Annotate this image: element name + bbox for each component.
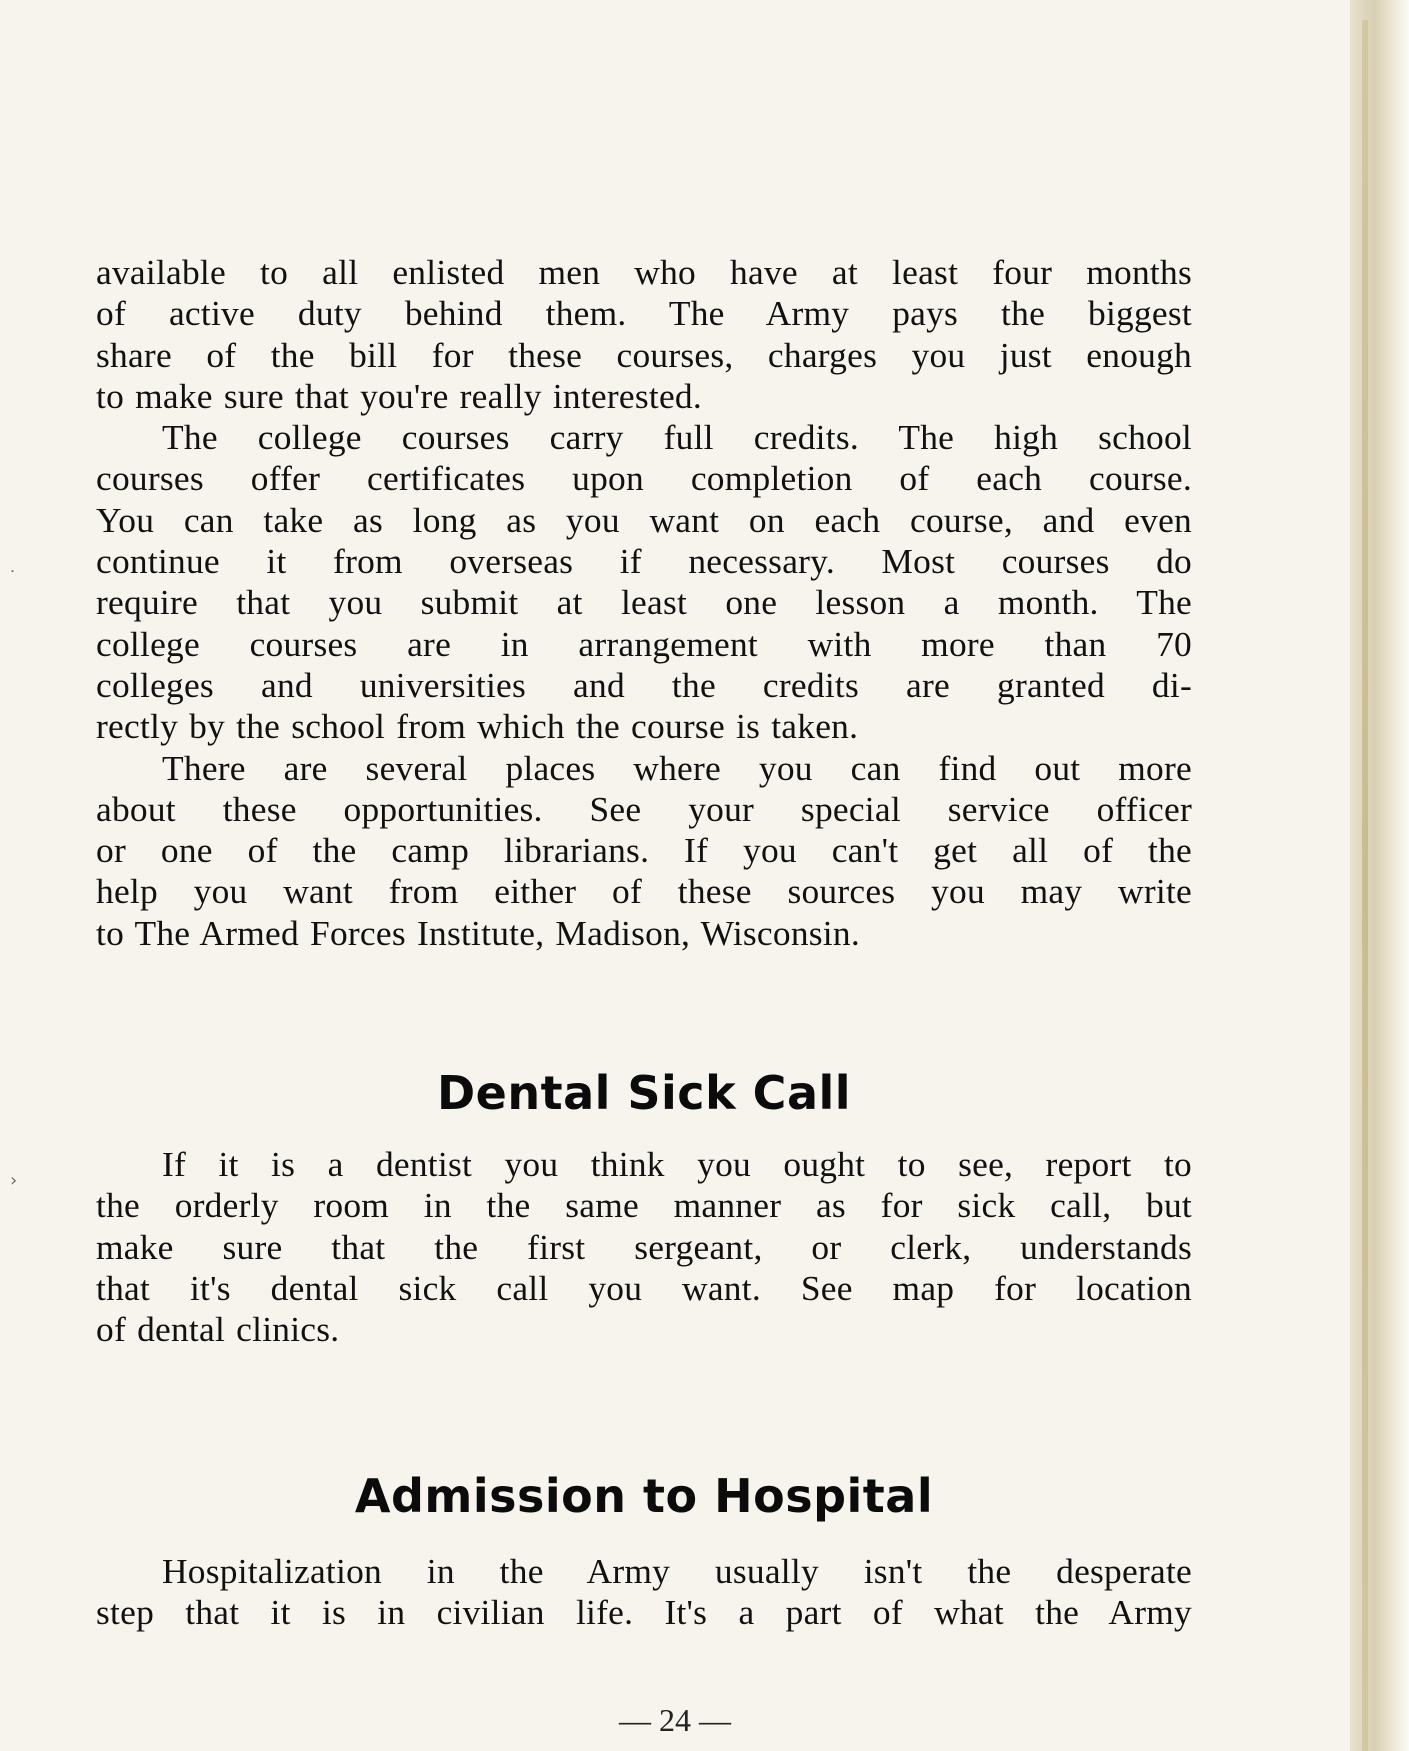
text-line: Hospitalization in the Army usually isn't the desperate [162, 1550, 1192, 1591]
text-line: to The Armed Forces Institute, Madison, Wisconsin. [96, 912, 860, 953]
text-line: of active duty behind them. The Army pays the biggest [96, 293, 1192, 334]
paragraph-dental-sick-call [96, 1144, 1192, 1350]
text-line: step that it is in civilian life. It's a part of what the Army [96, 1591, 1192, 1632]
text-line: continue it from overseas if necessary. Most courses do [96, 541, 1192, 582]
section-heading-dental-sick-call: Dental Sick Call [436, 1066, 852, 1121]
text-line: require that you submit at least one lesson a month. The [96, 582, 1192, 623]
text-line: share of the bill for these courses, charges you just enough [96, 334, 1192, 375]
page-speck-mark: › [10, 1170, 18, 1191]
text-line: make sure that the first sergeant, or clerk, understands [96, 1226, 1192, 1267]
text-line: courses offer certificates upon completion of each course. [96, 458, 1192, 499]
text-line: about these opportunities. See your special service officer [96, 788, 1192, 829]
text-line: You can take as long as you want on each course, and even [96, 499, 1192, 540]
page-number: — 24 — [619, 1702, 731, 1738]
text-line: that it's dental sick call you want. See map for location [96, 1267, 1192, 1308]
text-line: help you want from either of these sources you may write [96, 871, 1192, 912]
text-line: to make sure that you're really interested. [96, 375, 702, 416]
text-line: If it is a dentist you think you ought to see, report to [162, 1144, 1192, 1185]
text-line: college courses are in arrangement with more than 70 [96, 623, 1192, 664]
text-line: There are several places where you can find out more [162, 747, 1192, 788]
paragraph-college-courses [96, 417, 1192, 747]
text-line: available to all enlisted men who have at least four months [96, 252, 1192, 292]
spine-binding-edge [1362, 20, 1368, 1751]
text-line: of dental clinics. [96, 1309, 340, 1350]
book-spine [1350, 0, 1409, 1751]
text-line: The college courses carry full credits. The high school [162, 417, 1192, 458]
paragraph-hospitalization [96, 1551, 1192, 1634]
text-line: colleges and universities and the credits are granted di- [96, 664, 1192, 705]
paragraph-courses-available [96, 252, 1192, 417]
text-line: rectly by the school from which the course is taken. [96, 706, 859, 747]
paragraph-find-out-more [96, 748, 1192, 954]
text-line: or one of the camp librarians. If you can't get all of the [96, 830, 1192, 871]
page-speck-mark: ˙ [8, 568, 17, 589]
page-content [96, 252, 1192, 1633]
section-heading-admission-to-hospital: Admission to Hospital [354, 1468, 934, 1523]
text-line: the orderly room in the same manner as for sick call, but [96, 1185, 1192, 1226]
